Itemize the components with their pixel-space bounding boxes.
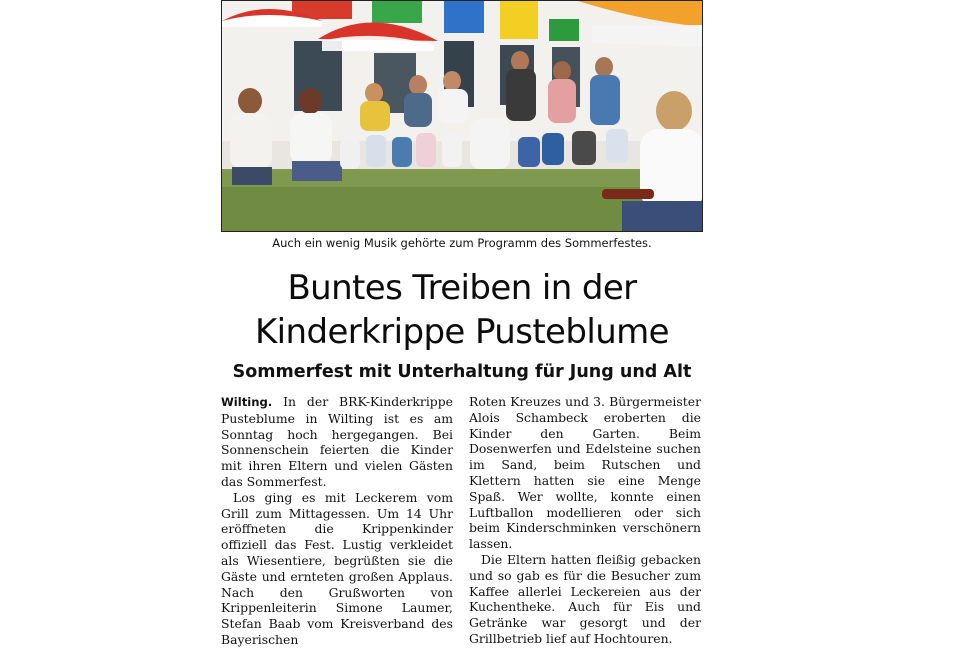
article-column-1 xyxy=(221,394,453,648)
article-photo xyxy=(221,0,703,232)
paragraph: Los ging es mit Leckerem vom Grill zum Mittagessen. Um 14 Uhr eröffneten die Krippenkinder offiziell das Fest. Lustig verkleidet als Wiesentiere, begrüßten sie die Gäste und ernteten großen Applaus. Nach den Grußworten von Krippenleiterin Simone Laumer, Stefan Baab vom Kreisverband des Bayerischen xyxy=(221,489,453,647)
headline-line-2: Kinderkrippe Pusteblume xyxy=(254,312,669,352)
article-subheadline: Sommerfest mit Unterhaltung für Jung und Alt xyxy=(232,362,692,382)
paragraph: Roten Kreuzes und 3. Bürgermeister Alois Schambeck eroberten die Kinder den Garten. Beim Dosenwerfen und Edelsteine suchen im Sand, beim Rutschen und Klettern hatten sie eine Menge Spaß. Wer wollte, konnte einen Luftballon modellieren oder sich beim Kinderschminken verschönern lassen. xyxy=(469,394,701,552)
paragraph: Die Eltern hatten fleißig gebacken und so gab es für die Besucher zum Kaffee allerlei Leckereien aus der Kuchentheke. Auch für Eis und Getränke war gesorgt und der Grillbetrieb lief auf Hochtouren. xyxy=(469,551,701,646)
photo-summer-festival-icon xyxy=(222,1,703,232)
article-headline xyxy=(221,266,703,354)
paragraph-text: In der BRK-Kinderkrippe Pusteblume in Wilting ist es am Sonntag hoch hergegangen. Bei Sonnenschein feierten die Kinder mit ihren Eltern und vielen Gästen das Sommerfest. xyxy=(221,394,453,489)
article-column-2 xyxy=(469,394,701,647)
photo-caption: Auch ein wenig Musik gehörte zum Programm des Sommerfestes. xyxy=(272,236,652,250)
headline-line-1: Buntes Treiben in der xyxy=(287,268,637,308)
newspaper-clipping xyxy=(221,0,703,647)
dateline: Wilting. xyxy=(221,395,273,409)
paragraph xyxy=(221,394,453,490)
